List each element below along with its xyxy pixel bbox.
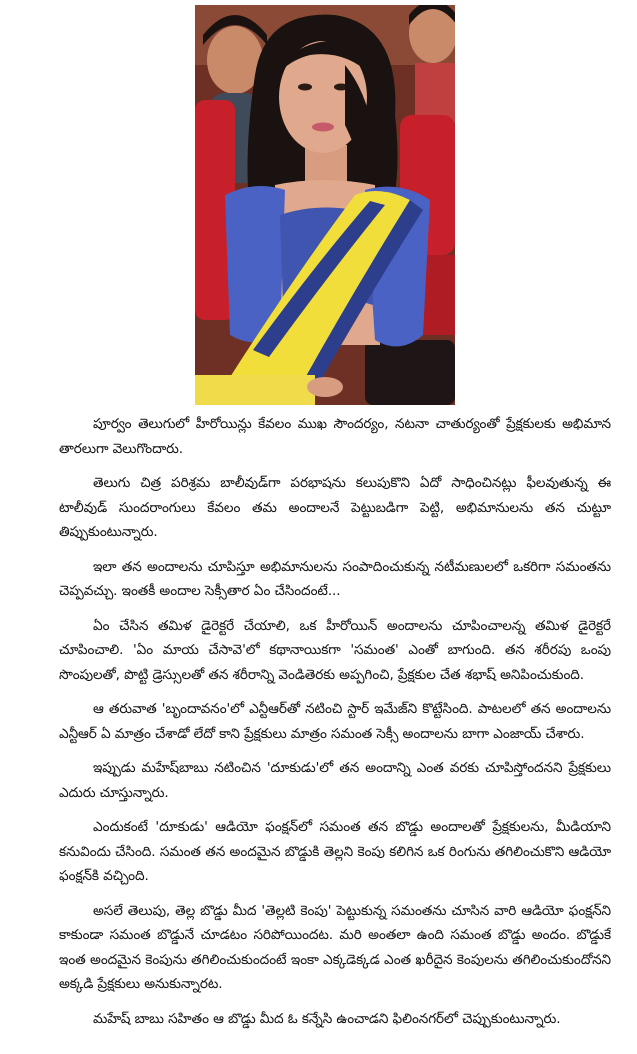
article-paragraph-8: అసలే తెలుపు, తెల్ల బొడ్డు మీద 'తెల్లటి కెంపు' పెట్టుకున్న సమంతను చూసిన వారి ఆడియో ఫంక్షన్‌ని కాకుండా సమంత బొడ్డునే చూడటం సరిపోయిందట. మరి అంతలా ఉంది సమంత బొడ్డు అందం. బొడ్డుకే ఇంత అందమైన కెంపును తగిలించుకుందంటే ఇంకా ఎక్కడెక్కడ ఎంత ఖరీదైన కెంపులను తగిలించుకుందోనని అక్కడి ప్రేక్షకులు అనుకున్నారట. [59,902,611,992]
article-paragraph-5: ఆ తరువాత 'బృందావనం'లో ఎన్టీఆర్‌తో నటించి స్టార్ ఇమేజ్‌ని కొట్టేసింది. పాటలలో తన అందాలను ఎన్టీఆర్ ఏ మాత్రం చేశాడో లేదో కాని ప్రేక్షకులు మాత్రం సమంత సెక్సీ అందాలను బాగా ఎంజాయ్ చేశారు. [59,701,611,742]
article-paragraph-7: ఎందుకంటే 'దూకుడు' ఆడియో ఫంక్షన్‌లో సమంత తన బొడ్డు అందాలతో ప్రేక్షకులను, మీడియాని కనువిందు చేసింది. సమంత తన అందమైన బొడ్డుకి తెల్లని కెంపు కలిగిన ఒక రింగును తగిలించుకొని ఆడియో ఫంక్షన్‌కి వచ్చింది. [59,819,611,884]
article-body [59,412,611,1031]
article-paragraph-3: ఇలా తన అందాలను చూపిస్తూ అభిమానులను సంపాదించుకున్న నటీమణులలో ఒకరిగా సమంతను చెప్పవచ్చు. ఇంతకీ అందాల సెక్సీతార ఏం చేసిందంటే... [59,558,611,599]
article-paragraph-4: ఏం చేసిన తమిళ డైరెక్టరే చేయాలి, ఒక హీరోయిన్ అందాలను చూపించాలన్న తమిళ డైరెక్టరే చూపించాలి. 'ఏం మాయ చేసావె'లో కథానాయికగా 'సమంత' ఎంతో బాగుంది. తన శరీరపు ఒంపు సొంపులతో, పొట్టి డ్రెస్సులతో తన శరీరాన్ని వెండితెరకు అప్పగించి, ప్రేక్షకుల చేత శభాష్ అనిపించుకుంది. [59,617,611,683]
article-paragraph-2: తెలుగు చిత్ర పరిశ్రమ బాలీవుడ్‌గా పరభాషను కలుపుకొని ఏదో సాధించినట్లు ఫీలవుతున్న ఈ టాలీవుడ్ సుందరాంగులు కేవలం తమ అందాలనే పెట్టుబడిగా పెట్టి, అభిమానులను తన చుట్టూ తిప్పుకుంటున్నారు. [59,475,611,540]
article-paragraph-1: పూర్వం తెలుగులో హీరోయిన్లు కేవలం ముఖ సౌందర్యం, నటనా చాతుర్యంతో ప్రేక్షకులకు అభిమాన తారలుగా వెలుగొందారు. [59,416,611,457]
article-paragraph-9: మహేష్ బాబు సహితం ఆ బొడ్డు మీద ఓ కన్నేసి ఉంచాడని ఫిలింనగర్‌లో చెప్పుకుంటున్నారు. [93,1010,561,1027]
article-photo [195,5,455,405]
actress-photo-illustration [195,5,455,405]
article-paragraph-6: ఇప్పుడు మహేష్‌బాబు నటించిన 'దూకుడు'లో తన అందాన్ని ఎంత వరకు చూపిస్తోందనని ప్రేక్షకులు ఎదురు చూస్తున్నారు. [59,760,611,801]
